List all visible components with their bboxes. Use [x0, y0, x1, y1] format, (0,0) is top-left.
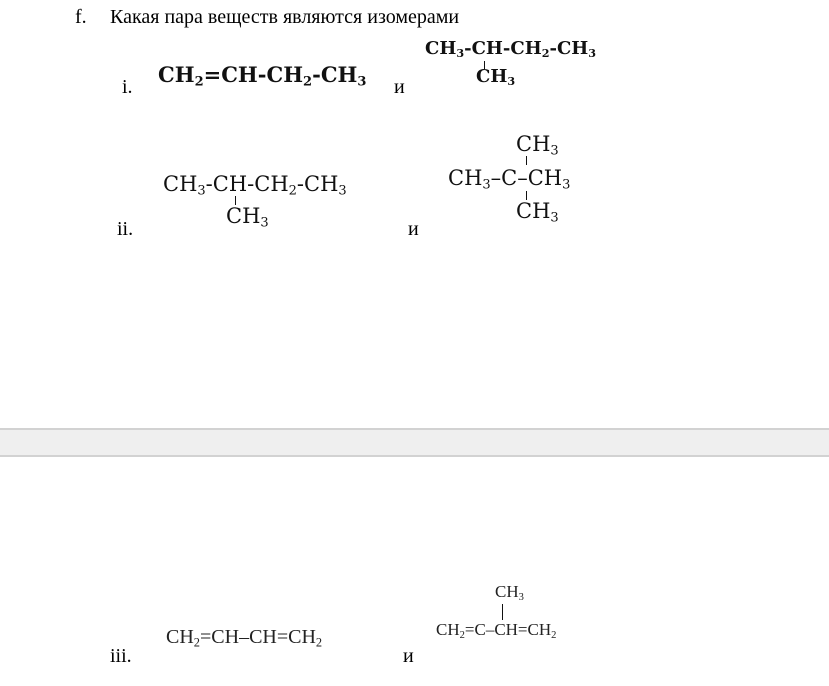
option-i-right-main-chain: $CH_3-CH-CH_2-CH_3$: [425, 38, 597, 61]
option-ii-left-branch: $CH_3$: [226, 204, 269, 231]
option-iii-left-formula: $CH_2=CH-CH=CH_2$: [166, 626, 323, 650]
option-iii-label: iii.: [110, 645, 132, 667]
option-ii-right-main-chain: $CH_3-C-CH_3$: [448, 166, 571, 193]
option-ii-left-main-chain: $CH_3-CH-CH_2-CH_3$: [163, 172, 347, 199]
option-ii-label: ii.: [117, 218, 134, 240]
option-i-left-formula: $CH_2=CH-CH_2-CH_3$: [158, 62, 367, 90]
option-iii-conjunction: и: [403, 645, 414, 667]
option-ii-right-top-branch: $CH_3$: [516, 132, 559, 159]
section-divider: [0, 428, 829, 457]
option-iii-right-top-branch: $CH_3$: [495, 582, 524, 603]
option-ii-conjunction: и: [408, 218, 419, 240]
option-ii-right-bottom-branch: $CH_3$: [516, 199, 559, 226]
option-i-right-branch: $CH_3$: [476, 66, 516, 89]
option-iii-right-bond: [502, 604, 503, 620]
option-i-conjunction: и: [394, 76, 405, 98]
question-marker: f.: [75, 6, 87, 28]
option-iii-right-main-chain: $CH_2=C-CH=CH_2$: [436, 620, 557, 641]
question-text: Какая пара веществ являются изомерами: [110, 6, 460, 28]
option-ii-right-top-bond: [526, 156, 527, 165]
option-i-label: i.: [122, 76, 133, 98]
